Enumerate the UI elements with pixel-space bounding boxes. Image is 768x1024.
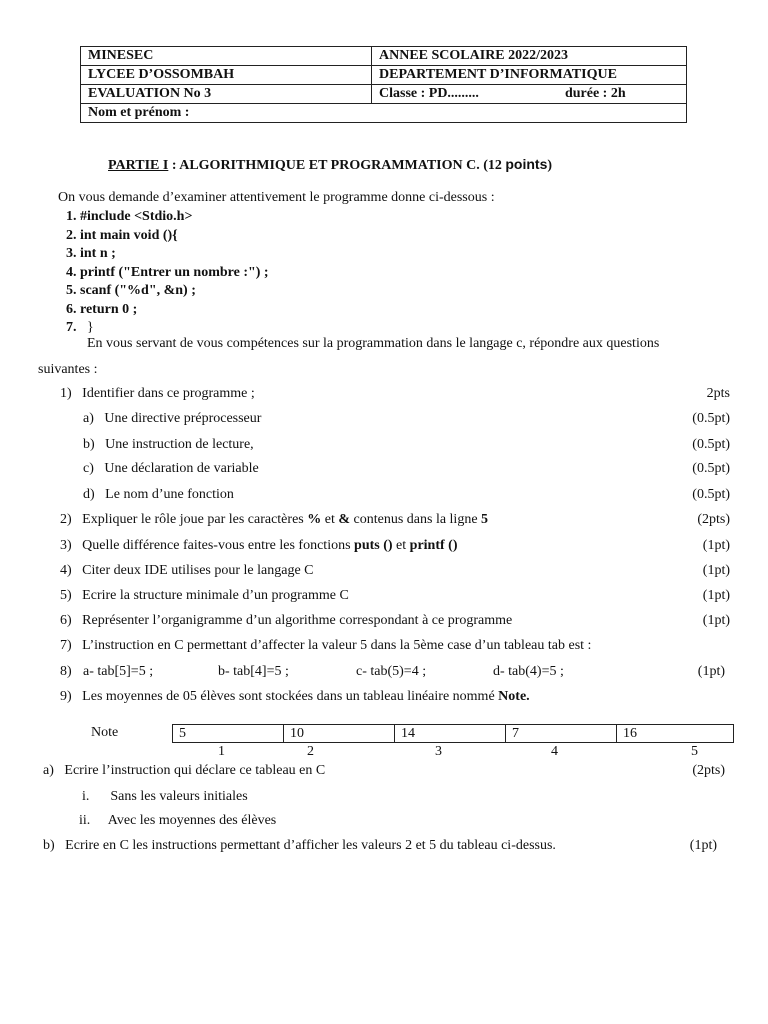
question-points: 2pts (706, 386, 730, 401)
program-line: 4. printf ("Entrer un nombre :") ; (66, 264, 269, 280)
question-points: (1pt) (697, 664, 725, 679)
question-points: (1pt) (702, 538, 730, 553)
header-department: DEPARTEMENT D’INFORMATIQUE (372, 66, 687, 85)
header-ministry: MINESEC (81, 47, 372, 66)
part-title-text: : ALGORITHMIQUE ET PROGRAMMATION C. (12 (168, 158, 506, 173)
question-1a: a) Une directive préprocesseur (0.5pt) (83, 411, 730, 426)
question-points: (0.5pt) (692, 461, 730, 476)
question-points: (1pt) (702, 588, 730, 603)
subquestion-b: b) Ecrire en C les instructions permettant d’afficher les valeurs 2 et 5 du tableau ci-dessus. (1pt) (43, 838, 717, 853)
note-table-label: Note (91, 725, 119, 740)
question-3: 3) Quelle différence faites-vous entre les fonctions puts () et printf () (1pt) (60, 538, 730, 553)
note-cell: 5 (173, 725, 284, 743)
note-cell: 16 (617, 725, 734, 743)
question-points: (1pt) (702, 613, 730, 628)
program-line: 7. } (66, 320, 94, 335)
program-line: 6. return 0 ; (66, 301, 138, 317)
question-points: (2pts) (692, 763, 725, 778)
question-4: 4) Citer deux IDE utilises pour le langage C (1pt) (60, 563, 730, 578)
subquestion-a-ii: ii. Avec les moyennes des élèves (79, 813, 277, 828)
question-2: 2) Expliquer le rôle joue par les caractères % et & contenus dans la ligne 5 (2pts) (60, 512, 730, 527)
program-line: 3. int n ; (66, 246, 116, 261)
note-index: 4 (551, 744, 558, 759)
intro-text: On vous demande d’examiner attentivement le programme donne ci-dessous : (58, 190, 495, 205)
question-5: 5) Ecrire la structure minimale d’un programme C (1pt) (60, 588, 730, 603)
question-points: (0.5pt) (692, 437, 730, 452)
header-school-year: ANNEE SCOLAIRE 2022/2023 (372, 47, 687, 66)
part-title (108, 156, 552, 174)
subquestion-a: a) Ecrire l’instruction qui déclare ce tableau en C (2pts) (43, 763, 725, 778)
question-7: 7) L’instruction en C permettant d’affecter la valeur 5 dans la 5ème case d’un tableau tab est : (60, 638, 592, 653)
question-8: 8) a- tab[5]=5 ; b- tab[4]=5 ; c- tab(5)=4 ; d- tab(4)=5 ; (1pt) (60, 664, 725, 679)
question-points: (0.5pt) (692, 487, 730, 502)
note-index: 5 (691, 744, 698, 759)
note-index: 3 (435, 744, 442, 759)
question-1d: d) Le nom d’une fonction (0.5pt) (83, 487, 730, 502)
question-points: (2pts) (697, 512, 730, 527)
note-cell: 10 (284, 725, 395, 743)
note-cell: 7 (506, 725, 617, 743)
part-title-label: PARTIE I (108, 158, 169, 173)
instruction-line-2: suivantes : (38, 362, 98, 377)
option-a: a- tab[5]=5 ; (83, 664, 154, 679)
program-line: 1. #include <Stdio.h> (66, 209, 193, 224)
question-1c: c) Une déclaration de variable (0.5pt) (83, 461, 730, 476)
header-class-duration (372, 85, 687, 104)
note-index: 1 (218, 744, 225, 759)
note-index: 2 (307, 744, 314, 759)
header-school: LYCEE D’OSSOMBAH (81, 66, 372, 85)
program-line: 5. scanf ("%d", &n) ; (66, 283, 196, 298)
option-c: c- tab(5)=4 ; (356, 664, 427, 679)
question-9: 9) Les moyennes de 05 élèves sont stockées dans un tableau linéaire nommé Note. (60, 689, 530, 704)
header-table (80, 46, 687, 123)
option-b: b- tab[4]=5 ; (218, 664, 289, 679)
program-line: 2. int main void (){ (66, 227, 178, 243)
note-table (172, 724, 734, 743)
question-1b: b) Une instruction de lecture, (0.5pt) (83, 437, 730, 452)
part-title-points: points (505, 156, 548, 172)
option-d: d- tab(4)=5 ; (493, 664, 564, 679)
header-duration: durée : 2h (564, 86, 626, 101)
header-class: Classe : PD......... (379, 86, 479, 101)
header-evaluation: EVALUATION No 3 (81, 85, 372, 104)
question-1: 1) Identifier dans ce programme ; 2pts (60, 386, 730, 401)
instruction-line-1: En vous servant de vous compétences sur la programmation dans le langage c, répondre aux questions (87, 336, 660, 351)
question-points: (1pt) (689, 838, 717, 853)
subquestion-a-i: i. Sans les valeurs initiales (82, 789, 248, 804)
question-points: (1pt) (702, 563, 730, 578)
header-name-field: Nom et prénom : (81, 104, 687, 123)
program-listing (66, 208, 269, 338)
question-6: 6) Représenter l’organigramme d’un algorithme correspondant à ce programme (1pt) (60, 613, 730, 628)
part-title-close: ) (547, 158, 553, 173)
question-points: (0.5pt) (692, 411, 730, 426)
note-cell: 14 (395, 725, 506, 743)
